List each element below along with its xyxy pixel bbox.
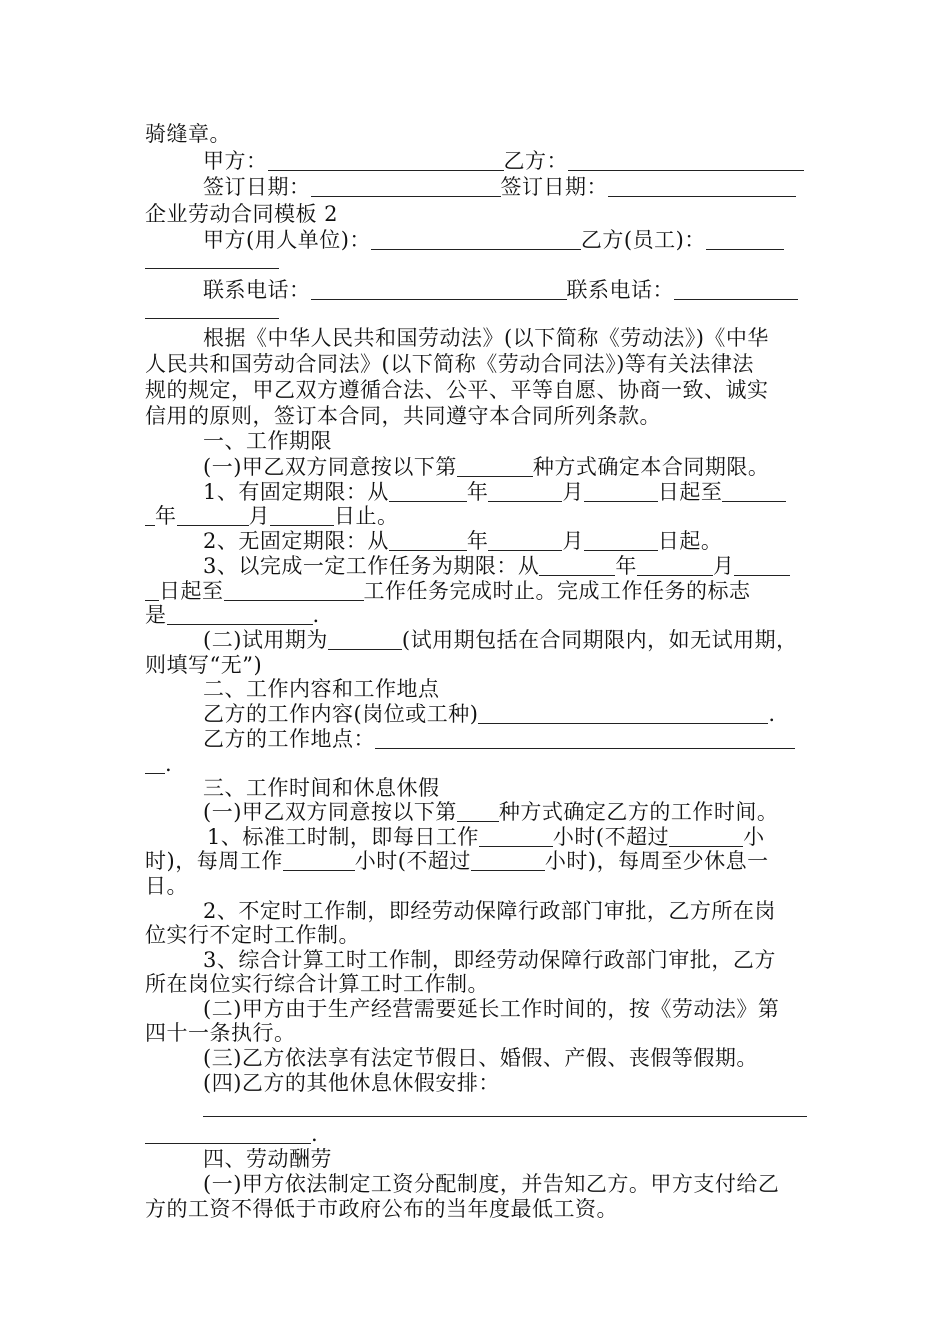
sign-date-b-blank[interactable] — [608, 176, 796, 197]
text-line: 方的工资不得低于市政府公布的当年度最低工资。 — [145, 1197, 618, 1221]
text-line: (二)试用期为 (试用期包括在合同期限内，如无试用期， — [203, 628, 798, 652]
text-line: 是 . — [145, 603, 320, 627]
text-line: 四十一条执行。 — [145, 1021, 296, 1045]
end-year-blank-cont[interactable] — [145, 505, 155, 526]
employer-blank[interactable] — [371, 229, 581, 250]
daily-hours-blank[interactable] — [479, 826, 553, 847]
text-line: 日。 — [145, 874, 188, 898]
text-line: . — [145, 751, 810, 777]
month-blank[interactable] — [488, 481, 562, 502]
text-line: 1、标准工时制，即每日工作 小时(不超过 小 — [207, 825, 765, 849]
text-line: (一)甲方依法制定工资分配制度，并告知乙方。甲方支付给乙 — [203, 1172, 780, 1196]
day-blank[interactable] — [584, 530, 658, 551]
section-heading: 二、工作内容和工作地点 — [203, 677, 440, 701]
section-heading: 三、工作时间和休息休假 — [203, 776, 440, 800]
text-line: 1、有固定期限：从 年 月 日起至 — [203, 479, 810, 505]
day-blank[interactable] — [584, 481, 658, 502]
text-line: 人民共和国劳动合同法》(以下简称《劳动合同法》)等有关法律法 — [145, 352, 754, 376]
probation-blank[interactable] — [328, 629, 402, 650]
phone-a-blank[interactable] — [311, 279, 567, 300]
text-line: 乙方的工作地点： — [203, 726, 810, 752]
party-a-blank[interactable] — [268, 150, 504, 171]
employee-blank[interactable] — [706, 229, 784, 250]
text-line: 年 月 日止。 — [145, 503, 810, 529]
completion-mark-blank[interactable] — [167, 604, 313, 625]
hours-type-blank[interactable] — [457, 801, 499, 822]
job-content-blank[interactable] — [478, 703, 768, 724]
text-line: (一)甲乙双方同意按以下第 种方式确定乙方的工作时间。 — [203, 800, 779, 824]
text-line: (三)乙方依法享有法定节假日、婚假、产假、丧假等假期。 — [203, 1046, 758, 1070]
daily-max-blank[interactable] — [669, 826, 743, 847]
month-blank[interactable] — [488, 530, 562, 551]
party-b-blank[interactable] — [568, 150, 804, 171]
employer-line: 甲方(用人单位)： 乙方(员工)： — [203, 227, 810, 253]
end-year-blank[interactable] — [722, 481, 786, 502]
party-line: 甲方： 乙方： — [203, 148, 810, 174]
text-line: 骑缝章。 — [145, 122, 231, 146]
end-date-blank[interactable] — [224, 580, 364, 601]
work-location-blank[interactable] — [375, 728, 795, 749]
text-line: 规的规定，甲乙双方遵循合法、公平、平等自愿、协商一致、诚实 — [145, 378, 769, 402]
text-line: 位实行不定时工作制。 — [145, 923, 360, 947]
text-line: (一)甲乙双方同意按以下第 种方式确定本合同期限。 — [203, 455, 770, 479]
end-month-blank[interactable] — [177, 505, 249, 526]
sign-date-line: 签订日期： 签订日期： — [203, 174, 810, 200]
text-line: 乙方的工作内容(岗位或工种) . — [203, 702, 776, 726]
text-line: 时)，每周工作 小时(不超过 小时)，每周至少休息一 — [145, 849, 769, 873]
text-line: 2、不定时工作制，即经劳动保障行政部门审批，乙方所在岗 — [203, 899, 776, 923]
weekly-hours-blank[interactable] — [283, 850, 355, 871]
text-line: 信用的原则，签订本合同，共同遵守本合同所列条款。 — [145, 404, 661, 428]
year-blank[interactable] — [539, 555, 615, 576]
phone-b-blank[interactable] — [674, 279, 798, 300]
template-title: 企业劳动合同模板 2 — [145, 202, 339, 226]
day-blank[interactable] — [734, 555, 790, 576]
text-line: 所在岗位实行综合计算工时工作制。 — [145, 972, 489, 996]
weekly-max-blank[interactable] — [471, 850, 545, 871]
text-line: 根据《中华人民共和国劳动法》(以下简称《劳动法》)《中华 — [203, 326, 769, 350]
text-line: 3、以完成一定工作任务为期限：从 年 月 — [203, 553, 810, 579]
text-line: (四)乙方的其他休息休假安排： — [203, 1071, 500, 1095]
term-type-blank[interactable] — [457, 456, 533, 477]
text-line: . — [145, 1121, 810, 1147]
text-line: 3、综合计算工时工作制，即经劳动保障行政部门审批，乙方 — [203, 948, 776, 972]
text-line: (二)甲方由于生产经营需要延长工作时间的，按《劳动法》第 — [203, 997, 780, 1021]
text-line: 2、无固定期限：从 年 月 日起。 — [203, 529, 723, 553]
text-line: 则填写“无”) — [145, 653, 263, 677]
day-blank-cont[interactable] — [145, 580, 159, 601]
year-blank[interactable] — [389, 530, 467, 551]
other-leave-blank[interactable] — [203, 1116, 807, 1117]
sign-date-a-blank[interactable] — [311, 176, 501, 197]
end-day-blank[interactable] — [270, 505, 334, 526]
text-line: 日起至 工作任务完成时止。完成工作任务的标志 — [145, 578, 810, 604]
other-leave-blank-cont[interactable] — [145, 1123, 311, 1144]
section-heading: 一、工作期限 — [203, 429, 332, 453]
blank-continuation — [145, 318, 279, 319]
year-blank[interactable] — [389, 481, 467, 502]
phone-line: 联系电话： 联系电话： — [203, 277, 810, 303]
section-heading: 四、劳动酬劳 — [203, 1147, 332, 1171]
work-location-blank-cont[interactable] — [145, 753, 165, 774]
month-blank[interactable] — [637, 555, 713, 576]
blank-continuation — [145, 268, 279, 269]
